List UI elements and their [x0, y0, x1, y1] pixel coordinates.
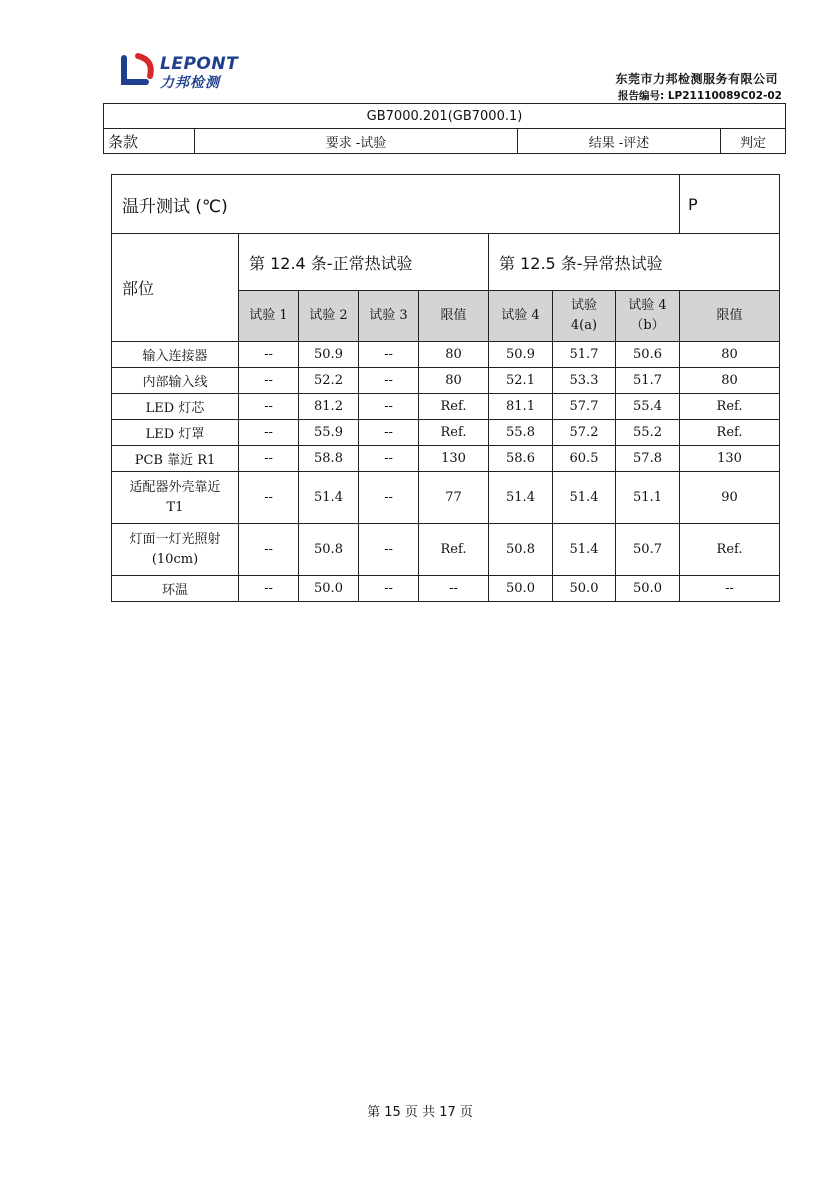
- cell-t4a: 51.7: [553, 342, 616, 368]
- cell-t4: 51.4: [489, 472, 553, 524]
- cell-part: LED 灯芯: [112, 394, 239, 420]
- cell-limit2: --: [680, 576, 780, 602]
- table-title: 温升测试 (℃): [112, 175, 680, 234]
- cell-t2: 50.8: [299, 524, 359, 576]
- cell-limit1: 80: [419, 368, 489, 394]
- cell-t2: 58.8: [299, 446, 359, 472]
- cell-part: LED 灯罩: [112, 420, 239, 446]
- cell-t4b: 50.7: [616, 524, 680, 576]
- cell-t4a: 60.5: [553, 446, 616, 472]
- cell-t1: --: [239, 342, 299, 368]
- cell-t4a: 51.4: [553, 472, 616, 524]
- cell-t4b: 57.8: [616, 446, 680, 472]
- cell-t1: --: [239, 420, 299, 446]
- cell-limit2: 80: [680, 368, 780, 394]
- logo-text-cn: 力邦检测: [160, 75, 220, 91]
- cell-t1: --: [239, 446, 299, 472]
- cell-t2: 81.2: [299, 394, 359, 420]
- cell-part: [112, 524, 239, 576]
- cell-limit2: Ref.: [680, 420, 780, 446]
- cell-t4a: 57.7: [553, 394, 616, 420]
- cell-limit2: 130: [680, 446, 780, 472]
- logo-text-en: LEPONT: [160, 54, 239, 74]
- cell-t4: 50.0: [489, 576, 553, 602]
- cell-part: [112, 472, 239, 524]
- col-verdict: 判定: [721, 129, 786, 154]
- cell-part: 输入连接器: [112, 342, 239, 368]
- table-row: [112, 576, 780, 602]
- cell-t2: 50.9: [299, 342, 359, 368]
- cell-t3: --: [359, 524, 419, 576]
- cell-limit1: Ref.: [419, 524, 489, 576]
- cell-limit1: --: [419, 576, 489, 602]
- cell-part-line2: T1: [166, 499, 184, 515]
- cell-t4: 55.8: [489, 420, 553, 446]
- cell-t2: 52.2: [299, 368, 359, 394]
- cell-part: 环温: [112, 576, 239, 602]
- cell-part-line1: 适配器外壳靠近: [129, 479, 221, 495]
- col-result: 结果 -评述: [518, 129, 721, 154]
- cell-t4a: 57.2: [553, 420, 616, 446]
- section-abnormal-heat: 第 12.5 条-异常热试验: [489, 234, 780, 291]
- table-row: [112, 446, 780, 472]
- section-normal-heat: 第 12.4 条-正常热试验: [239, 234, 489, 291]
- cell-t4a: 50.0: [553, 576, 616, 602]
- table-row: [112, 394, 780, 420]
- cell-t1: --: [239, 472, 299, 524]
- cell-t4: 52.1: [489, 368, 553, 394]
- standard-header-table: [103, 103, 786, 154]
- cell-t2: 51.4: [299, 472, 359, 524]
- cell-t3: --: [359, 342, 419, 368]
- subheader-test4b-line2: （b）: [630, 318, 665, 333]
- cell-t4: 50.9: [489, 342, 553, 368]
- subheader-test2: 试验 2: [299, 291, 359, 342]
- cell-t4b: 51.7: [616, 368, 680, 394]
- table-row: [112, 472, 780, 524]
- cell-t4b: 51.1: [616, 472, 680, 524]
- cell-t3: --: [359, 368, 419, 394]
- page-number: 第 15 页 共 17 页: [367, 1105, 473, 1120]
- cell-limit1: Ref.: [419, 420, 489, 446]
- subheader-test4a: [553, 291, 616, 342]
- table-verdict: P: [680, 175, 780, 234]
- standard-title: GB7000.201(GB7000.1): [104, 104, 786, 129]
- cell-t4b: 50.0: [616, 576, 680, 602]
- cell-t3: --: [359, 446, 419, 472]
- cell-t3: --: [359, 576, 419, 602]
- subheader-test4a-line2: 4(a): [570, 318, 598, 333]
- part-label: 部位: [112, 234, 239, 342]
- cell-part: 内部输入线: [112, 368, 239, 394]
- report-number: 报告编号: LP21110089C02-02: [618, 90, 782, 102]
- cell-t4: 81.1: [489, 394, 553, 420]
- subheader-test4b: [616, 291, 680, 342]
- subheader-test1: 试验 1: [239, 291, 299, 342]
- cell-limit2: Ref.: [680, 524, 780, 576]
- cell-t3: --: [359, 420, 419, 446]
- subheader-test3: 试验 3: [359, 291, 419, 342]
- subheader-test4: 试验 4: [489, 291, 553, 342]
- cell-t1: --: [239, 524, 299, 576]
- cell-t4b: 55.2: [616, 420, 680, 446]
- cell-part: PCB 靠近 R1: [112, 446, 239, 472]
- cell-t4b: 50.6: [616, 342, 680, 368]
- cell-t4a: 53.3: [553, 368, 616, 394]
- subheader-limit-normal: 限值: [419, 291, 489, 342]
- cell-t2: 55.9: [299, 420, 359, 446]
- cell-t3: --: [359, 394, 419, 420]
- table-row: [112, 524, 780, 576]
- cell-limit1: 77: [419, 472, 489, 524]
- cell-limit2: 80: [680, 342, 780, 368]
- col-clause: 条款: [104, 129, 195, 154]
- subheader-test4a-line1: 试验: [570, 298, 597, 313]
- cell-part-line2: (10cm): [151, 551, 199, 567]
- cell-t2: 50.0: [299, 576, 359, 602]
- lepont-logo-icon: [116, 52, 156, 90]
- company-name: 东莞市力邦检测服务有限公司: [615, 72, 778, 86]
- cell-limit2: Ref.: [680, 394, 780, 420]
- cell-t1: --: [239, 394, 299, 420]
- table-row: [112, 342, 780, 368]
- cell-t4a: 51.4: [553, 524, 616, 576]
- table-row: [112, 368, 780, 394]
- cell-t1: --: [239, 576, 299, 602]
- cell-t1: --: [239, 368, 299, 394]
- cell-t3: --: [359, 472, 419, 524]
- cell-limit2: 90: [680, 472, 780, 524]
- temperature-rise-table: [111, 174, 780, 602]
- cell-t4b: 55.4: [616, 394, 680, 420]
- col-requirement: 要求 -试验: [195, 129, 518, 154]
- cell-limit1: 130: [419, 446, 489, 472]
- subheader-test4b-line1: 试验 4: [628, 298, 667, 313]
- cell-t4: 58.6: [489, 446, 553, 472]
- cell-t4: 50.8: [489, 524, 553, 576]
- subheader-limit-abnormal: 限值: [680, 291, 780, 342]
- cell-limit1: 80: [419, 342, 489, 368]
- table-row: [112, 420, 780, 446]
- cell-limit1: Ref.: [419, 394, 489, 420]
- cell-part-line1: 灯面一灯光照射: [129, 531, 221, 547]
- company-logo: [116, 52, 266, 92]
